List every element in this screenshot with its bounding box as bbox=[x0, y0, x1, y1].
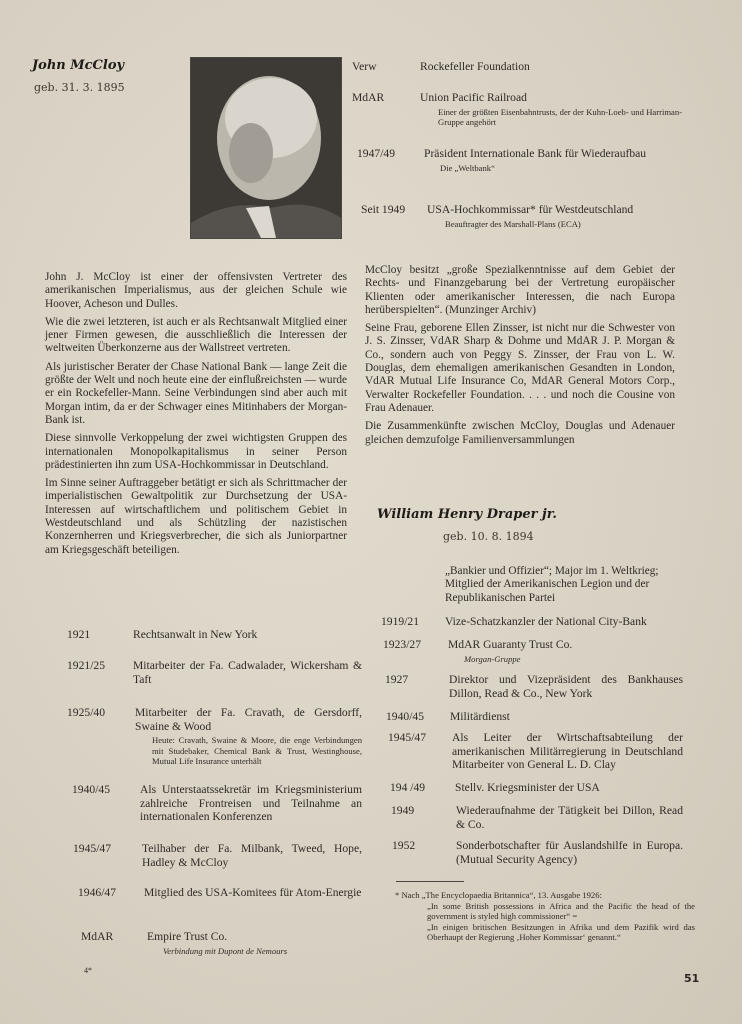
mccloy-birthdate: geb. 31. 3. 1895 bbox=[34, 81, 125, 94]
timeline-year: MdAR bbox=[81, 930, 114, 943]
position-value: Präsident Internationale Bank für Wiederaufbau bbox=[424, 147, 647, 160]
position-note: Die „Weltbank“ bbox=[440, 162, 495, 173]
timeline-year: 1921/25 bbox=[67, 659, 106, 672]
footnote-german-quote: „In einigen britischen Besitzungen in Afrika und dem Pazifik wird das Oberhaupt der Regierung ‚Hoher Kommissar‘ genannt.“ bbox=[427, 921, 695, 942]
timeline-entry: Teilhaber der Fa. Milbank, Tweed, Hope, Hadley & McCloy bbox=[142, 842, 362, 869]
footnote-divider bbox=[396, 881, 464, 882]
timeline-entry: Als Unterstaatssekretär im Kriegsministerium zahlreiche Frontreisen und Teilnahme an internationalen Konferenzen bbox=[140, 783, 362, 823]
timeline-year: 1919/21 bbox=[381, 615, 420, 628]
timeline-year: 1940/45 bbox=[72, 783, 111, 796]
timeline-year: 1921 bbox=[67, 628, 91, 641]
paragraph: Seine Frau, geborene Ellen Zinsser, ist nicht nur die Schwester von J. S. Zinsser, VdAR Sharp & Dohme und MdAR J. P. Morgan & Co., sondern auch von Peggy S. Zinsser, der Frau von L. W. Douglas, dem ehemaligen amerikanischen Gesandten in London, VdAR Mutual Life Insurance Co, MdAR General Motors Corp., Verwalter Rockefeller Foundation. . . . und noch die Cousine von Frau Adenauer. bbox=[365, 322, 675, 414]
timeline-year: 1927 bbox=[385, 673, 409, 686]
timeline-year: 194 /49 bbox=[390, 781, 426, 794]
timeline-entry: Sonderbotschafter für Auslandshilfe in Europa. (Mutual Security Agency) bbox=[456, 839, 683, 866]
draper-intro: „Bankier und Offizier“; Major im 1. Weltkrieg; Mitglied der Amerikanischen Legion und der Republikanischen Partei bbox=[445, 565, 659, 604]
footnote-source: * Nach „The Encyclopaedia Britannica“, 13. Ausgabe 1926: bbox=[395, 890, 602, 900]
portrait-photo-icon bbox=[191, 58, 341, 238]
footnote bbox=[395, 890, 695, 943]
draper-birthdate: geb. 10. 8. 1894 bbox=[443, 530, 534, 543]
timeline-year: 1940/45 bbox=[386, 710, 425, 723]
paragraph: Als juristischer Berater der Chase National Bank — lange Zeit die größte der Welt und noch heute eine der einflußreichsten — wurde er ein Rockefeller-Mann. Seine Verbindungen sind aber auch mit Morgan intim, da er der Schwager eines Mitinhabers der Morgan-Bank ist. bbox=[45, 360, 347, 426]
timeline-entry: Mitarbeiter der Fa. Cravath, de Gersdorff, Swaine & Wood bbox=[135, 706, 362, 733]
timeline-note: Morgan-Gruppe bbox=[464, 653, 521, 664]
position-key: Verw bbox=[352, 60, 377, 73]
timeline-entry: Wiederaufnahme der Tätigkeit bei Dillon, Read & Co. bbox=[456, 804, 683, 831]
position-note: Einer der größten Eisenbahntrusts, der der Kuhn-Loeb- und Harriman-Gruppe angehört bbox=[438, 106, 682, 127]
mccloy-portrait-photo bbox=[190, 57, 342, 239]
signature-mark: 4* bbox=[84, 966, 92, 975]
timeline-entry: Militärdienst bbox=[450, 710, 510, 723]
timeline-entry: Stellv. Kriegsminister der USA bbox=[455, 781, 600, 794]
mccloy-name-heading: John McCloy bbox=[32, 58, 125, 73]
paragraph: Wie die zwei letzteren, ist auch er als Rechtsanwalt Mitglied einer jener Firmen gewesen, die ausschließlich die Interessen der weltweiten Überkonzerne aus der Wallstreet vertreten. bbox=[45, 315, 347, 355]
timeline-year: 1949 bbox=[391, 804, 415, 817]
timeline-year: 1925/40 bbox=[67, 706, 106, 719]
position-value: Union Pacific Railroad bbox=[420, 91, 527, 104]
timeline-year: 1952 bbox=[392, 839, 416, 852]
timeline-year: 1923/27 bbox=[383, 638, 422, 651]
timeline-note: Heute: Cravath, Swaine & Moore, die enge Verbindungen mit Studebaker, Chemical Bank & Trust, Westinghouse, Mutual Life Insurance unterhält bbox=[152, 735, 362, 766]
paragraph: John J. McCloy ist einer der offensivsten Vertreter des amerikanischen Imperialismus, aus der gleichen Schule wie Hoover, Acheson und Dulles. bbox=[45, 271, 347, 310]
position-key: MdAR bbox=[352, 91, 385, 104]
paragraph: Diese sinnvolle Verkoppelung der zwei wichtigsten Gruppen des internationalen Monopolkapitalismus in seiner Person prädestinierten ihn zum USA-Hochkommissar in Deutschland. bbox=[45, 432, 347, 471]
paragraph: Die Zusammenkünfte zwischen McCloy, Douglas und Adenauer gleichen demzufolge Familienversammlungen bbox=[365, 420, 675, 446]
timeline-entry: MdAR Guaranty Trust Co. bbox=[448, 638, 573, 651]
timeline-entry: Mitglied des USA-Komitees für Atom-Energie bbox=[144, 886, 362, 899]
timeline-entry: Rechtsanwalt in New York bbox=[133, 628, 258, 641]
mccloy-biography-text bbox=[45, 271, 347, 562]
position-value: Rockefeller Foundation bbox=[420, 60, 530, 73]
position-key: 1947/49 bbox=[357, 147, 396, 160]
paragraph: Im Sinne seiner Auftraggeber betätigt er sich als Schrittmacher der imperialistischen Gewaltpolitik zur Durchsetzung der USA-Interessen auf wirtschaftlichem und politischem Gebiet in Westdeutschland und als Schützling der nazistischen Konzernherren und Kriegsverbrecher, die sich als Juniorpartner am Kriegsgeschäft beteiligen. bbox=[45, 477, 347, 556]
draper-name-heading: William Henry Draper jr. bbox=[377, 507, 557, 522]
timeline-entry: Mitarbeiter der Fa. Cadwalader, Wickersham & Taft bbox=[133, 659, 362, 686]
timeline-year: 1945/47 bbox=[388, 731, 427, 744]
timeline-year: 1946/47 bbox=[78, 886, 117, 899]
position-key: Seit 1949 bbox=[361, 203, 406, 216]
timeline-note: Verbindung mit Dupont de Nemours bbox=[163, 945, 288, 956]
page-number: 51 bbox=[684, 972, 700, 985]
timeline-year: 1945/47 bbox=[73, 842, 112, 855]
timeline-entry: Direktor und Vizepräsident des Bankhauses Dillon, Read & Co., New York bbox=[449, 673, 683, 700]
position-note: Beauftragter des Marshall-Plans (ECA) bbox=[445, 218, 581, 229]
paragraph: McCloy besitzt „große Spezialkenntnisse auf dem Gebiet der Rechts- und Finanzgebarung bei der Vertretung europäischer Klienten oder amerikanischer Interessen, die nach Europa herüberspielten“. (Munzinger Archiv) bbox=[365, 264, 675, 316]
position-value: USA-Hochkommissar* für Westdeutschland bbox=[427, 203, 634, 216]
timeline-entry: Vize-Schatzkanzler der National City-Bank bbox=[445, 615, 647, 628]
timeline-entry: Als Leiter der Wirtschaftsabteilung der amerikanischen Militärregierung in Deutschland Mitarbeiter von General L. D. Clay bbox=[452, 731, 683, 771]
footnote-english-quote: „In some British possessions in Africa and the Pacific the head of the government is styled high commissioner“ = bbox=[427, 900, 695, 921]
mccloy-family-text bbox=[365, 264, 675, 452]
timeline-entry: Empire Trust Co. bbox=[147, 930, 228, 943]
